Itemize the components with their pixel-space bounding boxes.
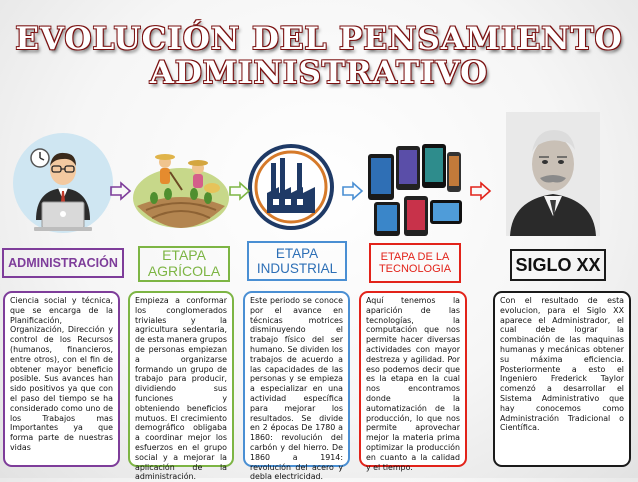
farmers-field-icon xyxy=(132,148,230,230)
stage-description-siglo-xx: Con el resultado de esta evolucion, para el Siglo XX aparece el Administrador, el cual debe lograr la combinación de las maquinas humanas y mecánicas obtener su máxima eficiencia. Posteriormente a esto el Ingeniero Frederick Taylor comenzó a desarrollar el Sistema Administrativo que hay conocemos como Administración Tradicional o Científica. xyxy=(493,291,631,467)
devices-icon xyxy=(364,140,464,238)
stage-description-agricola: Empieza a conformar los conglomerados triviales y la agricultura sedentaria, de esta manera grupos de personas empiezan a organizarse formando un grupo de trabajo para producir, dividiendo sus funciones y obteniendo beneficios mutuos. El crecimiento demográfico obligaba a coordinar mejor los esfuerzos en el grupo social y a mejorar la aplicación de la administración. xyxy=(128,291,234,467)
stage-label-industrial: ETAPA INDUSTRIAL xyxy=(247,241,347,281)
arrow-right-icon xyxy=(110,182,132,200)
arrow-right-icon xyxy=(229,182,251,200)
title-line-1: EVOLUCIÓN DEL PENSAMIENTO xyxy=(15,21,623,57)
taylor-portrait-icon xyxy=(506,112,600,236)
businessman-laptop-icon xyxy=(8,128,118,238)
stage-label-administracion: ADMINISTRACIÓN xyxy=(2,248,124,278)
stage-description-tecnologia: Aquí tenemos la aparición de las tecnologías, la computación que nos permite hacer diversas actividades con mayor destreza y agilidad. Por eso podemos decir que es la etapa en la cual nos encontramos donde la automatización de la producción, lo que nos permite aprovechar mejor la materia prima optimizar la producción en cuanto a la calidad y el tiempo. xyxy=(359,291,467,467)
arrow-right-icon xyxy=(470,182,492,200)
stage-label-tecnologia: ETAPA DE LA TECNOLOGIA xyxy=(369,243,461,283)
page-title xyxy=(0,22,638,90)
stage-description-industrial: Este periodo se conoce por el avance en técnicas motrices disminuyendo el trabajo físico del ser humano. Se dividen los trabajos de acuerdo a las capacidades de las personas y se empieza a especializar en una actividad específica para mejorar los resultados. Se divide en 2 épocas De 1780 a 1860: revolución del carbón y del hierro. De 1860 a 1914: revolución del acero y debla electricidad. xyxy=(243,291,350,467)
arrow-right-icon xyxy=(342,182,364,200)
factory-icon xyxy=(247,143,335,231)
stage-label-agricola: ETAPA AGRÍCOLA xyxy=(138,246,230,282)
stage-description-administracion: Ciencia social y técnica, que se encarga de la Planificación, Organización, Dirección y control de los Recursos (humanos, financieros, entre otros), con el fin de obtener mayor beneficio posible. Sus avances han sido positivos ya que con el paso del tiempo se ha considerado como uno de los Trabajos mas Importantes ya que forma parte de nuestras vidas xyxy=(3,291,120,467)
stage-label-siglo-xx: SIGLO XX xyxy=(510,249,606,281)
title-line-2: ADMINISTRATIVO xyxy=(149,55,489,91)
